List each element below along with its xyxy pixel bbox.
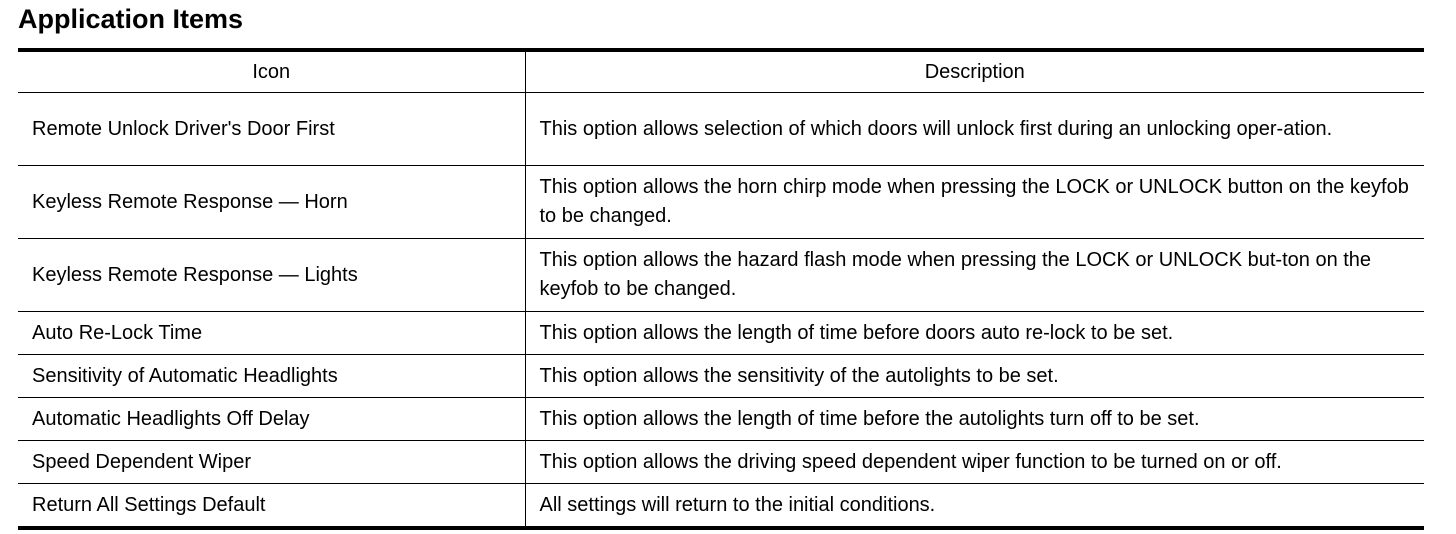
column-header-icon: Icon	[18, 50, 525, 93]
application-items-table	[18, 48, 1424, 530]
table-row	[18, 239, 1424, 312]
item-name-cell: Keyless Remote Response — Horn	[18, 166, 525, 239]
table-row	[18, 166, 1424, 239]
item-name-cell: Auto Re-Lock Time	[18, 312, 525, 355]
table-row	[18, 398, 1424, 441]
item-name-cell: Speed Dependent Wiper	[18, 441, 525, 484]
table-row	[18, 484, 1424, 529]
table-row	[18, 312, 1424, 355]
table-row	[18, 355, 1424, 398]
item-description-cell: This option allows the hazard flash mode when pressing the LOCK or UNLOCK but-ton on the keyfob to be changed.	[525, 239, 1424, 312]
table-header-row	[18, 50, 1424, 93]
column-header-description: Description	[525, 50, 1424, 93]
item-name-cell: Automatic Headlights Off Delay	[18, 398, 525, 441]
item-description-cell: This option allows the length of time before doors auto re-lock to be set.	[525, 312, 1424, 355]
item-name-cell: Keyless Remote Response — Lights	[18, 239, 525, 312]
item-name-cell: Return All Settings Default	[18, 484, 525, 529]
page-title: Application Items	[18, 4, 244, 34]
item-description-cell: This option allows the horn chirp mode when pressing the LOCK or UNLOCK button on the keyfob to be changed.	[525, 166, 1424, 239]
item-name-cell: Remote Unlock Driver's Door First	[18, 93, 525, 166]
table-row	[18, 93, 1424, 166]
item-description-cell: This option allows selection of which doors will unlock first during an unlocking oper-ation.	[525, 93, 1424, 166]
item-description-cell: All settings will return to the initial conditions.	[539, 493, 936, 516]
table-row	[18, 441, 1424, 484]
item-description-cell: This option allows the sensitivity of the autolights to be set.	[525, 355, 1424, 398]
item-description-cell: This option allows the driving speed dependent wiper function to be turned on or off.	[525, 441, 1424, 484]
item-name-cell: Sensitivity of Automatic Headlights	[18, 355, 525, 398]
item-description-cell: This option allows the length of time before the autolights turn off to be set.	[525, 398, 1424, 441]
